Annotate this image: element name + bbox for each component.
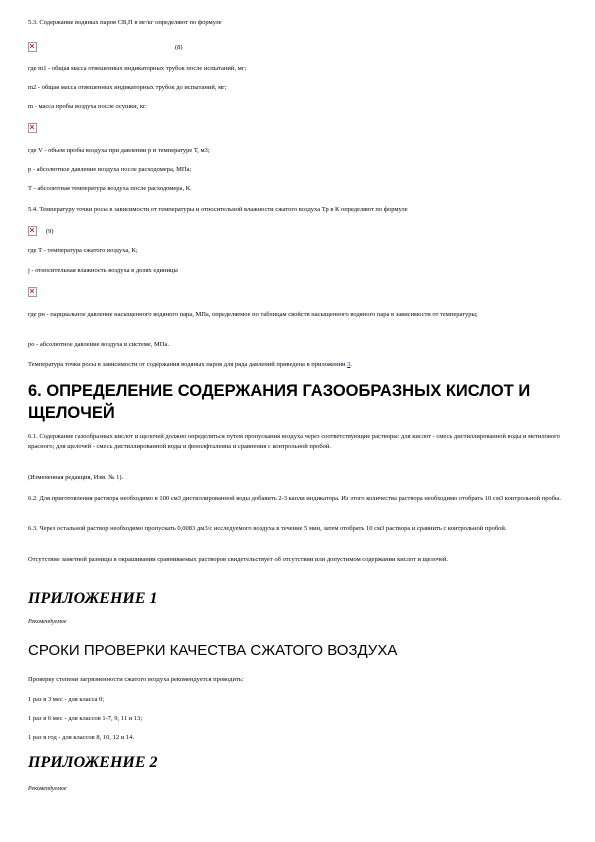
broken-image-icon (28, 42, 37, 52)
formula-m (28, 123, 37, 133)
paragraph-pn: где рн - парциальное давление насыщенного водяного пара, МПа, определяемое по таблицам свойств насыщенного водяного пара в зависимости от температуры; (28, 311, 478, 318)
broken-image-icon (28, 226, 37, 236)
paragraph-6-3: 6.3. Через остальной раствор необходимо пропускать 0,0083 дм3/с исследуемого воздуха в течение 5 мин, затем отобрать 10 см3 раствора и сравнить с контрольной пробой. (28, 525, 507, 532)
paragraph-5-4: 5.4. Температуру точки росы в зависимости от температуры и относительной влажности сжатого воздуха Тр в К определяют по формуле (28, 206, 408, 213)
paragraph-6-1: 6.1. Содержание газообразных кислот и щелочей должно определяться путем пропускания воздуха через соответствующие растворы: для кислот - смесь дистиллированной воды и метилового красного; для щелочей - смесь дистиллированной воды и фенолфталеина и сравнения с контрольной пробой. (28, 433, 560, 450)
formula-8 (28, 42, 37, 52)
paragraph-m: m - масса пробы воздуха после осушки, кг. (28, 103, 147, 110)
list-item-class-0: 1 раз в 3 мес - для класса 0; (28, 696, 105, 703)
appendix-2-heading: ПРИЛОЖЕНИЕ 2 (28, 754, 158, 771)
appendix-3-link[interactable]: 3 (347, 361, 351, 368)
list-item-classes-1-13: 1 раз в 6 мес - для классов 1-7, 9, 11 и 13; (28, 715, 143, 722)
paragraph-amendment: (Измененная редакция, Изм. № 1). (28, 474, 124, 481)
paragraph-conclusion: Отсутствие заметной разницы в окрашивании сравниваемых растворов свидетельствует об отсутствии или допустимом содержании кислот и щелочей. (28, 556, 449, 563)
formula-9 (28, 226, 37, 236)
paragraph-5-3: 5.3. Содержание водяных паров СВ,П в мг/кг определяют по формуле (28, 19, 222, 26)
terms-heading: СРОКИ ПРОВЕРКИ КАЧЕСТВА СЖАТОГО ВОЗДУХА (28, 642, 398, 659)
broken-image-icon (28, 123, 37, 133)
paragraph-m1: где m1 - общая масса отвешенных индикаторных трубок после испытаний, мг; (28, 65, 247, 72)
formula-pn (28, 287, 37, 297)
paragraph-6-2: 6.2. Для приготовления раствора необходимо в 100 см3 дистиллированной воды добавить 2-3 капли индикатора. Из этого количества раствора необходимо отобрать 10 см3 контрольной пробы. (28, 495, 562, 502)
paragraph-terms-intro: Проверку степени загрязненности сжатого воздуха рекомендуется проводить: (28, 676, 244, 683)
paragraph-m2: m2 - общая масса отвешенных индикаторных трубок до испытаний, мг; (28, 84, 227, 91)
paragraph-humidity: j - относительная влажность воздуха в долях единицы (28, 267, 178, 274)
formula-8-number: (8) (175, 44, 183, 51)
appendix-1-heading: ПРИЛОЖЕНИЕ 1 (28, 590, 158, 607)
formula-9-number: (9) (46, 228, 54, 235)
paragraph-dew-point-text: Температура точки росы в зависимости от содержания водяных паров для ряда давлений приведена в приложении (28, 361, 348, 368)
broken-image-icon (28, 287, 37, 297)
section-6-heading: 6. ОПРЕДЕЛЕНИЕ СОДЕРЖАНИЯ ГАЗООБРАЗНЫХ КИСЛОТ И ЩЕЛОЧЕЙ (28, 382, 531, 422)
paragraph-dew-point-end: . (350, 361, 353, 368)
paragraph-po: ро - абсолютное давление воздуха в системе, МПа. (28, 341, 169, 348)
appendix-2-status: Рекомендуемое (28, 786, 67, 792)
paragraph-t: Т - абсолютная температура воздуха после расходомера, К. (28, 185, 192, 192)
list-item-classes-8-14: 1 раз в год - для классов 8, 10, 12 и 14. (28, 734, 134, 741)
paragraph-dew-point (28, 360, 572, 370)
paragraph-temp: где Т - температура сжатого воздуха, К; (28, 247, 138, 254)
paragraph-v: где V - объем пробы воздуха при давлении р и температуре Т, м3; (28, 147, 210, 154)
paragraph-p: р - абсолютное давление воздуха после расходомера, МПа; (28, 166, 192, 173)
appendix-1-status: Рекомендуемое (28, 619, 67, 625)
